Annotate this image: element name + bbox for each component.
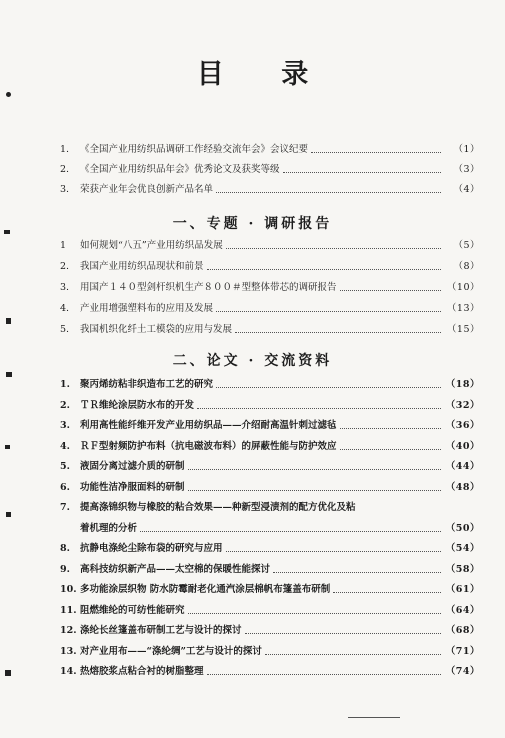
entry-page: （50） (445, 522, 480, 534)
entry-title-continuation: 着机理的分析 (80, 522, 138, 534)
toc-entry (60, 259, 480, 273)
dot-leader (333, 592, 441, 593)
entry-title: 我国机织化纤土工模袋的应用与发展 (80, 324, 233, 335)
entry-number: 3. (60, 282, 70, 293)
entry-page: （15） (446, 324, 480, 335)
dot-leader (340, 290, 441, 291)
entry-number: 3. (60, 184, 70, 195)
entry-page: （3） (453, 164, 480, 175)
entry-page: （40） (445, 440, 480, 452)
entry-page: （64） (445, 604, 480, 616)
dot-leader (188, 469, 441, 470)
toc-entry (60, 664, 480, 678)
entry-number: 14. (60, 666, 77, 677)
entry-number: 13. (60, 645, 77, 657)
entry-page: （44） (445, 461, 480, 472)
toc-entry (60, 623, 480, 637)
entry-number: 10. (60, 584, 77, 595)
entry-title: 如何规划“八五”产业用纺织品发展 (80, 240, 223, 251)
scan-mark (5, 445, 10, 449)
entry-title: 对产业用布——“涤纶绸”工艺与设计的探讨 (80, 645, 262, 657)
scan-mark (5, 670, 11, 676)
toc-entry (60, 500, 480, 514)
entry-number: 5. (60, 324, 70, 335)
entry-page: （74） (445, 666, 480, 677)
entry-title: 液固分离过滤介质的研制 (80, 461, 185, 472)
scan-mark (6, 372, 12, 377)
entry-title: ＴＲ维纶涂层防水布的开发 (80, 399, 195, 411)
entry-title: 提高涤锦织物与橡胶的粘合效果——种新型浸渍剂的配方优化及粘 (80, 502, 356, 513)
dot-leader (188, 490, 441, 491)
dot-leader (311, 152, 441, 153)
toc-entry (60, 398, 480, 412)
entry-number: 1 (60, 240, 67, 251)
entry-title: 高科技纺织新产品——太空棉的保暖性能探讨 (80, 563, 271, 575)
entry-page: （1） (453, 144, 480, 155)
dot-leader (197, 408, 441, 409)
dot-leader (273, 572, 441, 573)
dot-leader (216, 311, 441, 312)
dot-leader (340, 449, 441, 450)
dot-leader (226, 248, 441, 249)
dot-leader (226, 551, 441, 552)
scan-mark (6, 512, 11, 517)
toc-entry (60, 480, 480, 494)
toc-entry (60, 377, 480, 391)
toc-entry (60, 562, 480, 576)
dot-leader (265, 654, 441, 655)
entry-number: 4. (60, 303, 70, 314)
entry-page: （8） (453, 261, 480, 272)
entry-page: （5） (453, 240, 480, 251)
section-heading-2: 二、论文 · 交流资料 (172, 353, 333, 369)
entry-number: 9. (60, 563, 70, 575)
toc-entry (60, 582, 480, 596)
entry-page: （18） (445, 379, 480, 390)
entry-number: 2. (60, 399, 70, 411)
toc-entry (60, 301, 480, 315)
toc-entry (60, 439, 480, 453)
entry-page: （32） (445, 399, 480, 411)
entry-page: （36） (445, 420, 480, 431)
entry-number: 7. (60, 502, 70, 513)
entry-title: 多功能涂层织物 防水防霉耐老化通汽涂层棉帆布篷盖布研制 (80, 584, 331, 595)
dot-leader (216, 192, 441, 193)
toc-entry (60, 322, 480, 336)
entry-title: 涤纶长丝篷盖布研制工艺与设计的探讨 (80, 625, 242, 636)
entry-number: 2. (60, 261, 70, 272)
entry-title: 荣获产业年会优良创新产品名单 (80, 184, 214, 195)
entry-page: （54） (445, 543, 480, 554)
entry-page: （48） (445, 481, 480, 493)
entry-title: 抗静电涤纶尘除布袋的研究与应用 (80, 543, 223, 554)
entry-title: 我国产业用纺织品现状和前景 (80, 261, 204, 272)
dot-leader (340, 428, 441, 429)
entry-title: 功能性洁净服面料的研制 (80, 481, 185, 493)
toc-entry (60, 182, 480, 196)
entry-number: 4. (60, 440, 70, 452)
entry-number: 5. (60, 461, 70, 472)
bottom-rule (348, 717, 400, 718)
dot-leader (140, 531, 441, 532)
entry-number: 8. (60, 543, 70, 554)
entry-page: （4） (453, 184, 480, 195)
entry-number: 2. (60, 164, 70, 175)
toc-entry (60, 644, 480, 658)
toc-entry (60, 603, 480, 617)
scan-mark (6, 318, 11, 324)
toc-entry (60, 238, 480, 252)
entry-title: 利用高性能纤维开发产业用纺织品——介绍耐高温针刺过滤毡 (80, 420, 337, 431)
entry-title: 产业用增强塑料布的应用及发展 (80, 303, 214, 314)
entry-title: 《全国产业用纺织品年会》优秀论文及获奖等级 (80, 164, 280, 175)
entry-title: 阻燃维纶的可纺性能研究 (80, 604, 185, 616)
toc-entry-continuation (80, 521, 480, 535)
dot-leader (207, 674, 441, 675)
entry-title: 聚丙烯纺粘非织造布工艺的研究 (80, 379, 214, 390)
dot-leader (207, 269, 441, 270)
entry-title: ＲＦ型射频防护布料（抗电磁波布料）的屏蔽性能与防护效应 (80, 440, 337, 452)
toc-entry (60, 418, 480, 432)
dot-leader (235, 332, 441, 333)
dot-leader (283, 172, 441, 173)
scan-mark (6, 92, 11, 97)
entry-number: 6. (60, 481, 70, 493)
entry-title: 《全国产业用纺织品调研工作经验交流年会》会议纪要 (80, 144, 309, 155)
toc-entry (60, 162, 480, 176)
entry-page: （58） (445, 563, 480, 575)
entry-page: （10） (446, 282, 480, 293)
entry-page: （68） (445, 625, 480, 636)
entry-page: （13） (446, 303, 480, 314)
entry-number: 1. (60, 379, 70, 390)
entry-title: 用国产１４０型剑杆织机生产８００＃型整体带芯的调研报告 (80, 282, 337, 293)
entry-page: （71） (445, 645, 480, 657)
entry-number: 1. (60, 144, 70, 155)
toc-entry (60, 280, 480, 294)
toc-entry (60, 541, 480, 555)
dot-leader (216, 387, 441, 388)
toc-entry (60, 142, 480, 156)
entry-title: 热熔胶浆点粘合衬的树脂整理 (80, 666, 204, 677)
section-heading-1: 一、专题 · 调研报告 (172, 216, 333, 232)
dot-leader (245, 633, 441, 634)
entry-page: （61） (445, 584, 480, 595)
page-title: 目 录 (196, 59, 333, 90)
entry-number: 3. (60, 420, 70, 431)
entry-number: 12. (60, 625, 77, 636)
dot-leader (188, 613, 441, 614)
entry-number: 11. (60, 604, 77, 616)
toc-entry (60, 459, 480, 473)
